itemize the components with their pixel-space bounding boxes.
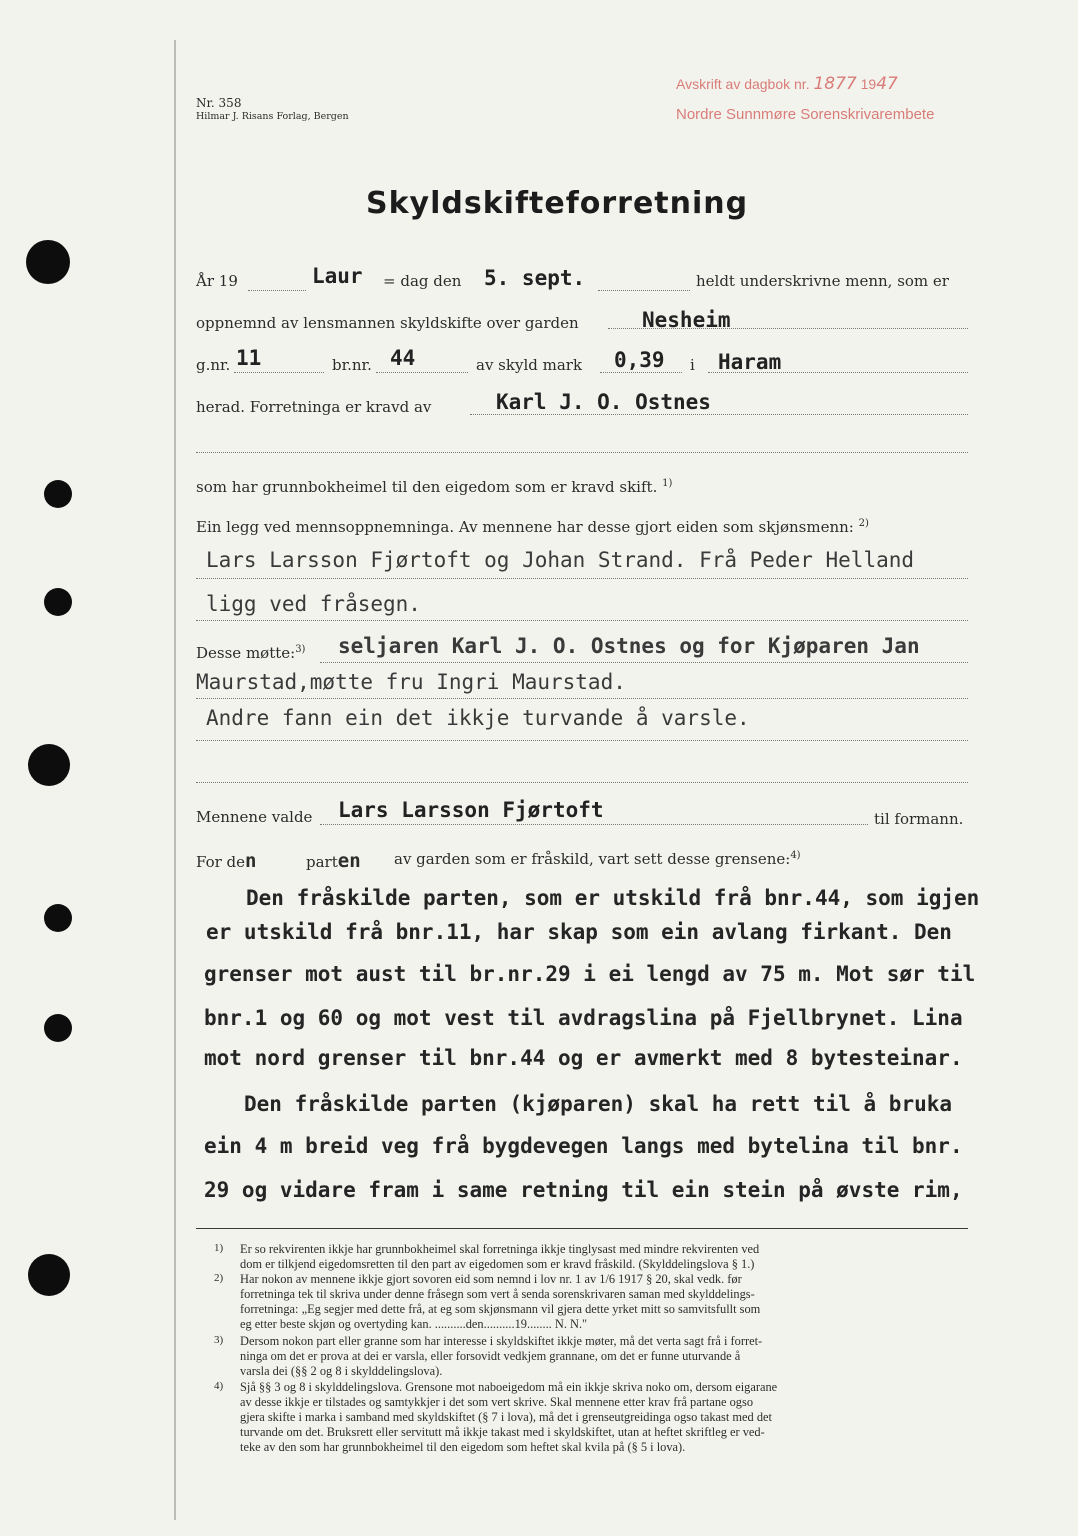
footnote-number: 2) bbox=[214, 1272, 224, 1284]
footnote-line: forretninga: „Eg segjer med dette frå, at eg som skjønsmann vil gjera dette yrket mitt so samvitsfullt som bbox=[240, 1302, 761, 1316]
footnote-line: Har nokon av mennene ikkje gjort sovoren eid som nemnd i lov nr. 1 av 1/6 1917 § 20, skal vedk. før bbox=[240, 1272, 742, 1286]
punch-hole-icon bbox=[44, 480, 72, 508]
weekday-value: Laur bbox=[312, 264, 363, 288]
footnote-line: teke av den som har grunnbokheimel til den eigedom som heftet skal kvila på (§ 5 i lova). bbox=[240, 1440, 686, 1454]
brnr-value: 44 bbox=[390, 346, 416, 370]
footnote-line: varsla dei (§§ 2 og 8 i skylddelingslova). bbox=[240, 1364, 443, 1378]
footnote-number: 4) bbox=[214, 1380, 224, 1392]
ein-legg-text: Ein legg ved mennsoppnemninga. Av mennene har desse gjort eiden som skjønsmenn: $^{2)}$ bbox=[196, 518, 869, 536]
body-line: Den fråskilde parten, som er utskild frå bnr.44, som igjen bbox=[246, 886, 980, 910]
body-line: er utskild frå bnr.11, har skap som ein avlang firkant. Den bbox=[206, 920, 952, 944]
footnote-line: Er so rekvirenten ikkje har grunnbokheimel skal forretninga ikkje tinglysast med mindre rekvirenten ved bbox=[240, 1242, 760, 1256]
footnote-line: turvande om det. Bruksrett eller servitutt må ikkje takast med i skyldskiftet, utan at heftet skriftleg er ved- bbox=[240, 1425, 765, 1439]
parten-label: parten bbox=[306, 850, 361, 872]
footnote-line: Dersom nokon part eller granne som har interesse i skyldskiftet ikkje møter, må det verta sagt frå i forret- bbox=[240, 1334, 763, 1348]
heldt-text: heldt underskrivne menn, som er bbox=[696, 272, 949, 290]
footnote-ref: 4) bbox=[790, 850, 801, 861]
punch-hole-icon bbox=[28, 744, 70, 786]
til-formann-label: til formann. bbox=[874, 810, 964, 828]
oppnemnd-text: oppnemnd av lensmannen skyldskifte over garden bbox=[196, 314, 579, 332]
ar-label: År 19 bbox=[196, 272, 238, 290]
skjonsmenn-line2: ligg ved fråsegn. bbox=[206, 592, 421, 616]
herad-value: Haram bbox=[718, 350, 782, 374]
punch-hole-icon bbox=[44, 1014, 72, 1042]
brnr-label: br.nr. bbox=[332, 356, 372, 374]
mennene-valde-label: Mennene valde bbox=[196, 808, 313, 826]
grenser-label: av garden som er fråskild, vart sett desse grensene:$^{4)}$ bbox=[394, 850, 801, 868]
farm-value: Nesheim bbox=[642, 308, 731, 332]
skjonsmenn-line1: Lars Larsson Fjørtoft og Johan Strand. Frå Peder Helland bbox=[206, 548, 915, 572]
body-line: ein 4 m breid veg frå bygdevegen langs med bytelina til bnr. bbox=[204, 1134, 963, 1158]
footnote-line: Sjå §§ 3 og 8 i skylddelingslova. Grensone mot naboeigedom må ein ikkje skriva noko om, dersom eigarane bbox=[240, 1380, 778, 1394]
footnote-ref: 3) bbox=[295, 644, 306, 655]
left-margin-rule bbox=[174, 40, 176, 1520]
punch-hole-icon bbox=[44, 588, 72, 616]
gnr-label: g.nr. bbox=[196, 356, 231, 374]
publisher: Hilmar J. Risans Forlag, Bergen bbox=[196, 111, 349, 122]
mark-value: 0,39 bbox=[614, 348, 665, 372]
mote-line3: Andre fann ein det ikkje turvande å varsle. bbox=[206, 706, 750, 730]
mote-line1: seljaren Karl J. O. Ostnes og for Kjøparen Jan bbox=[338, 634, 920, 658]
footnote-number: 3) bbox=[214, 1334, 224, 1346]
footnote-line: ninga om det er prova at dei er varsla, eller forsovidt vedkjem grannane, om det er funne uturvande å bbox=[240, 1349, 741, 1363]
av-skyld-label: av skyld mark bbox=[476, 356, 583, 374]
punch-hole-icon bbox=[28, 1254, 70, 1296]
footnote-ref: 1) bbox=[662, 478, 673, 489]
i-label: i bbox=[690, 356, 695, 374]
punch-hole-icon bbox=[44, 904, 72, 932]
for-den-label: For den bbox=[196, 850, 257, 872]
desse-mote-label: Desse møtte:$^{3)}$ bbox=[196, 644, 306, 662]
footnote-line: eg etter beste skjøn og overtyding kan. ..........den..........19........ N. N." bbox=[240, 1317, 588, 1331]
body-line: 29 og vidare fram i same retning til ein stein på øvste rim, bbox=[204, 1178, 963, 1202]
dagbok-stamp bbox=[676, 74, 898, 94]
footnote-line: av desse ikkje er tilstades og samtykkjer i det som vert skrive. Skal mennene etter krav frå partane ogso bbox=[240, 1395, 754, 1409]
body-line: grenser mot aust til br.nr.29 i ei lengd av 75 m. Mot sør til bbox=[204, 962, 976, 986]
form-number: Nr. 358 bbox=[196, 96, 242, 110]
gnr-value: 11 bbox=[236, 346, 262, 370]
date-value: 5. sept. bbox=[484, 266, 586, 290]
document-title: Skyldskifteforretning bbox=[366, 186, 749, 221]
court-stamp: Nordre Sunnmøre Sorenskrivarembete bbox=[676, 106, 935, 123]
grunnbok-text: som har grunnbokheimel til den eigedom som er kravd skift. $^{1)}$ bbox=[196, 478, 673, 496]
footnote-line: forretninga tek til skriva under denne fråsegn som vert å senda sorenskrivaren saman med skylddelings- bbox=[240, 1287, 755, 1301]
footnote-number: 1) bbox=[214, 1242, 224, 1254]
body-line: mot nord grenser til bnr.44 og er avmerkt med 8 bytesteinar. bbox=[204, 1046, 963, 1070]
footnote-line: dom er tilkjend eigedomsretten til den part av eigedomen som er kravd fråskild. (Skylddelingslova § 1.) bbox=[240, 1257, 755, 1271]
punch-hole-icon bbox=[26, 240, 70, 284]
body-line: bnr.1 og 60 og mot vest til avdragslina på Fjellbrynet. Lina bbox=[204, 1006, 963, 1030]
stamp-year-prefix: 19 bbox=[860, 76, 877, 92]
footnote-line: gjera skifte i marka i samband med skyldskiftet (§ 7 i lova), må det i grenseutgreidinga ogso takast med det bbox=[240, 1410, 772, 1424]
mote-line2: Maurstad,møtte fru Ingri Maurstad. bbox=[196, 670, 626, 694]
body-line: Den fråskilde parten (kjøparen) skal ha rett til å bruka bbox=[244, 1092, 953, 1116]
stamp-number: 1877 bbox=[813, 74, 857, 94]
stamp-label: Avskrift av dagbok nr. bbox=[676, 76, 810, 92]
footnote-ref: 2) bbox=[858, 518, 869, 529]
herad-forretning-text: herad. Forretninga er kravd av bbox=[196, 398, 432, 416]
requester-value: Karl J. O. Ostnes bbox=[496, 390, 711, 414]
stamp-year: 47 bbox=[876, 74, 898, 94]
formann-value: Lars Larsson Fjørtoft bbox=[338, 798, 604, 822]
dag-den-label: = dag den bbox=[383, 272, 462, 290]
